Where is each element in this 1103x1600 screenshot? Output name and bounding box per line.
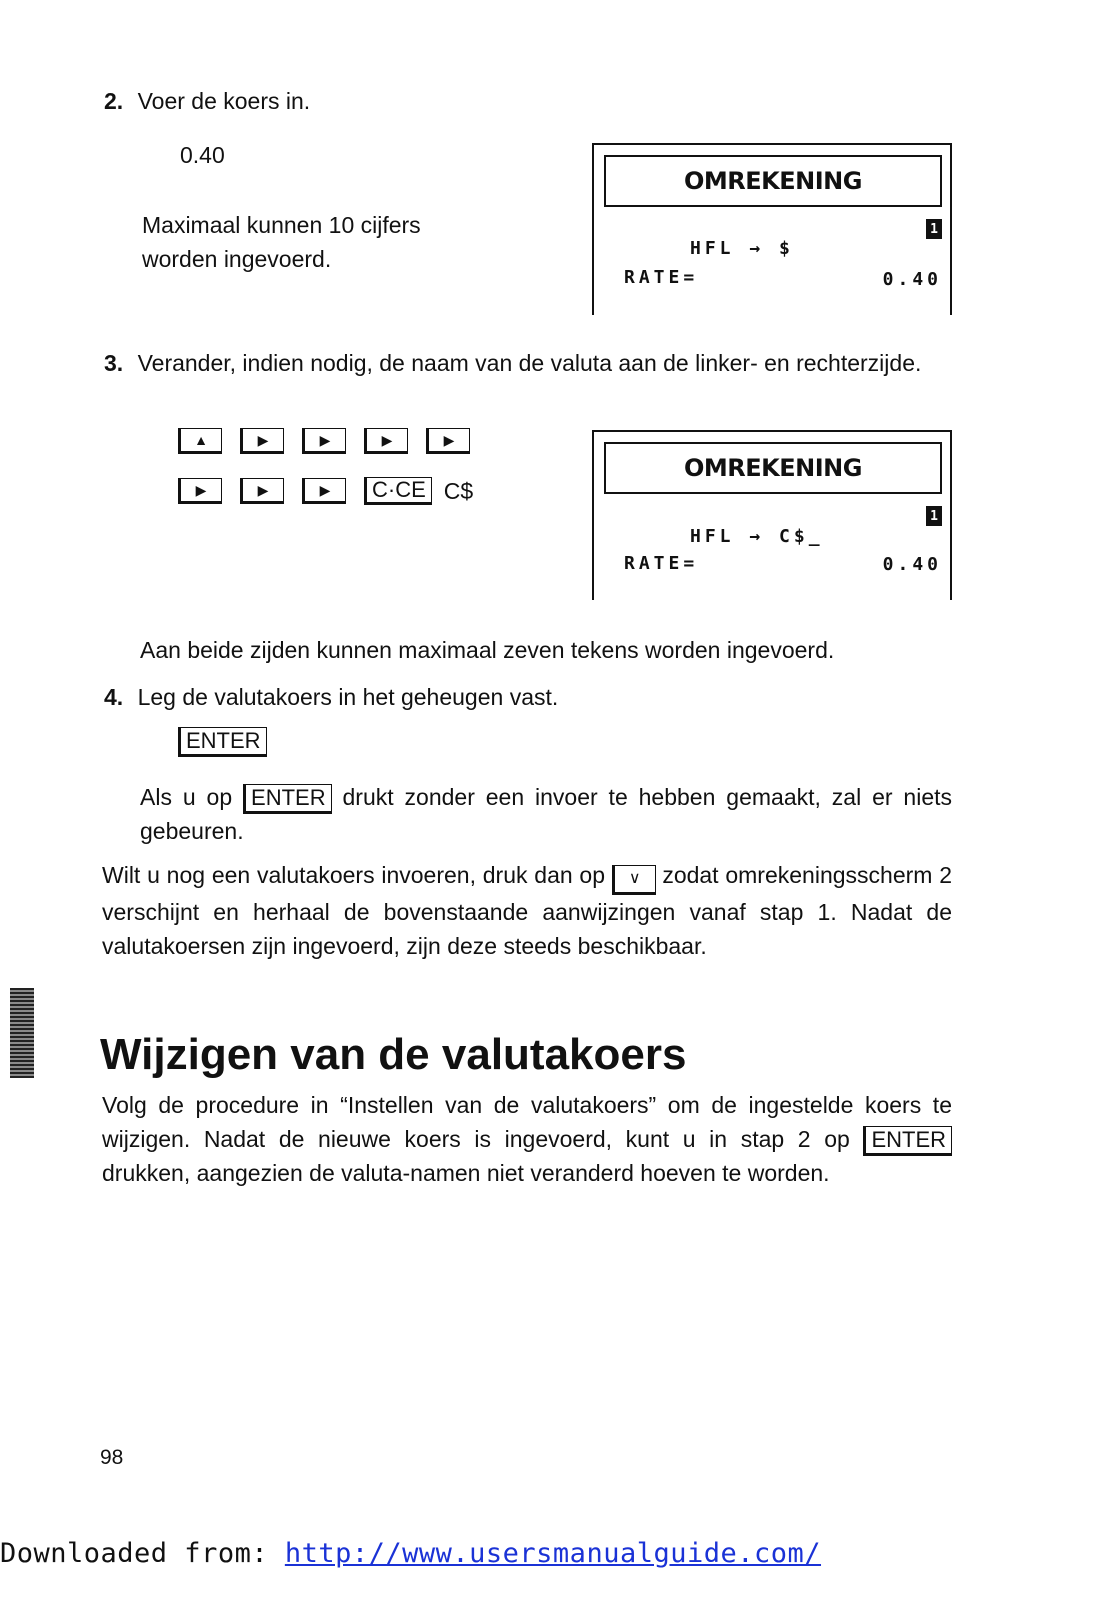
right-arrow-key-icon: ▶ (302, 428, 346, 454)
lcd-display-2 (592, 430, 952, 600)
right-arrow-key-icon: ▶ (178, 478, 222, 504)
enter-key-inline: ENTER (863, 1126, 952, 1156)
rate-label: RATE= (624, 553, 699, 574)
key-sequence-row-2 (178, 474, 473, 508)
step-text: Verander, indien nodig, de naam van de valuta aan de linker- en rechterzijde. (137, 350, 922, 376)
step-number: 3. (104, 350, 124, 376)
paragraph-text: Wilt u nog een valutakoers invoeren, druk dan op (102, 862, 606, 888)
down-key-icon: ∨ (612, 865, 656, 895)
currency-entry: C$ (443, 478, 474, 504)
section-text: drukken, aangezien de valuta-namen niet veranderd hoeven te worden. (102, 1160, 830, 1186)
rate-value: 0.40 (882, 269, 942, 290)
step-number: 2. (104, 88, 124, 114)
page-number: 98 (100, 1446, 124, 1469)
note-text: Als u op (140, 784, 233, 810)
right-arrow-key-icon: ▶ (240, 478, 284, 504)
conversion-label: HFL → $ (690, 238, 794, 259)
section-text: Volg de procedure in “Instellen van de valutakoers” om de ingestelde koers te wijzigen. Nadat de nieuwe koers is ingevoerd, kunt u in stap 2 op (102, 1092, 952, 1152)
memory-indicator: 1 (926, 219, 942, 239)
footer-label: Downloaded from: (0, 1538, 285, 1569)
lcd-title: OMREKENING (604, 155, 942, 207)
step-text: Voer de koers in. (137, 88, 311, 114)
right-arrow-key-icon: ▶ (302, 478, 346, 504)
download-footer (0, 1538, 821, 1569)
key-sequence-row-1 (178, 428, 488, 454)
right-arrow-key-icon: ▶ (426, 428, 470, 454)
rate-label: RATE= (624, 267, 699, 288)
right-arrow-key-icon: ▶ (240, 428, 284, 454)
cce-key: C·CE (364, 477, 432, 505)
enter-key (178, 727, 267, 757)
step-text: Leg de valutakoers in het geheugen vast. (137, 684, 559, 710)
paragraph-more-rates (102, 858, 952, 963)
right-arrow-key-icon: ▶ (364, 428, 408, 454)
memory-indicator: 1 (926, 506, 942, 526)
conversion-label: HFL → C$_ (690, 526, 824, 547)
enter-key-inline: ENTER (243, 784, 332, 814)
lcd-display-1 (592, 143, 952, 315)
section-tab-marker (10, 988, 34, 1078)
step-3-note: Aan beide zijden kunnen maximaal zeven tekens worden ingevoerd. (140, 637, 835, 663)
up-arrow-key-icon: ▲ (178, 428, 222, 454)
step-number: 4. (104, 684, 124, 710)
section-paragraph (102, 1088, 952, 1190)
step-4-note (140, 780, 952, 848)
step-2-note: Maximaal kunnen 10 cijfers worden ingevoerd. (142, 212, 421, 272)
enter-key-label: ENTER (178, 727, 267, 757)
rate-value: 0.40 (882, 554, 942, 575)
step-2 (104, 84, 310, 118)
step-4 (104, 680, 558, 714)
step-3 (104, 346, 952, 380)
section-heading: Wijzigen van de valutakoers (100, 1030, 687, 1079)
entry-value: 0.40 (180, 142, 225, 168)
lcd-title: OMREKENING (604, 442, 942, 494)
note-text: drukt zonder een invoer te hebben gemaakt, zal er niets gebeuren. (140, 784, 953, 844)
footer-link[interactable]: http://www.usersmanualguide.com/ (284, 1538, 822, 1569)
paragraph-text: zodat omrekeningsscherm 2 verschijnt en herhaal de bovenstaande aanwijzingen vanaf stap 1. Nadat de valutakoersen zijn ingevoerd, zijn deze steeds beschikbaar. (102, 862, 953, 959)
